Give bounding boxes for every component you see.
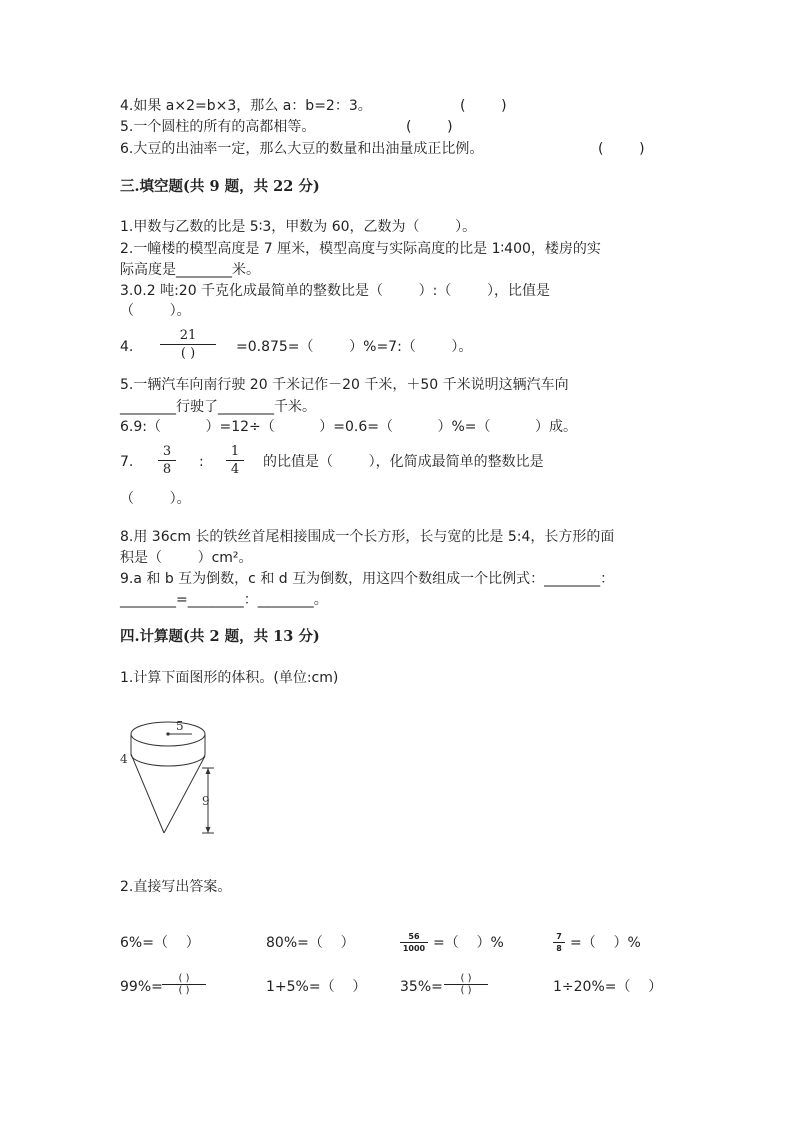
fraction-bar — [400, 942, 428, 943]
fill-q7-f2-denominator: 4 — [230, 462, 240, 477]
fraction-bar — [158, 460, 176, 461]
calc-r2-item3-numerator[interactable]: ( ) — [460, 973, 472, 984]
calc-r1-item3[interactable]: =（ ）% — [433, 935, 504, 951]
calc-r1-item3-denominator: 1000 — [402, 944, 426, 953]
fill-q8-line2: 积是（ ）cm²。 — [120, 550, 253, 566]
calc-r1-item4[interactable]: =（ ）% — [570, 935, 641, 951]
fill-q9-line1: 9.a 和 b 互为倒数，c 和 d 互为倒数，用这四个数组成一个比例式：________： — [120, 571, 615, 587]
calc-r1-item2[interactable]: 80%=（ ） — [266, 935, 355, 951]
calc-r2-item3-fraction[interactable] — [444, 973, 488, 996]
fill-q7-colon: : — [199, 454, 204, 470]
fill-q7-line2: （ ）。 — [120, 491, 191, 507]
cylinder-cone-figure — [110, 712, 240, 842]
calc-r2-item1-fraction[interactable] — [162, 973, 206, 996]
calc-r1-item4-numerator: 7 — [556, 932, 562, 941]
fill-q7-rest: 的比值是（ ），化简成最简单的整数比是 — [263, 454, 544, 470]
dim-arrow-down — [206, 827, 211, 833]
fill-q7-f2-numerator: 1 — [230, 444, 240, 459]
judge-q6: 6.大豆的出油率一定，那么大豆的数量和出油量成正比例。 — [120, 141, 484, 157]
calc-r2-item3-prefix: 35%= — [400, 979, 443, 995]
calc-r1-item3-numerator: 56 — [408, 932, 420, 941]
cylinder-height-label: 4 — [120, 752, 128, 766]
fill-q8-line1: 8.用 36cm 长的铁丝首尾相接围成一个长方形，长与宽的比是 5:4，长方形的面 — [120, 529, 615, 545]
calc-r2-item1-prefix: 99%= — [120, 979, 163, 995]
fill-q4-number: 4. — [120, 339, 134, 355]
judge-q5: 5.一个圆柱的所有的高都相等。 — [120, 119, 316, 135]
dim-arrow-up — [206, 768, 211, 774]
calc-r2-item4[interactable]: 1÷20%=（ ） — [553, 979, 663, 995]
calc-r1-item4-fraction — [553, 932, 565, 953]
fill-q2-line1: 2.一幢楼的模型高度是 7 厘米，模型高度与实际高度的比是 1∶400，楼房的实 — [120, 241, 601, 257]
calc-r2-item3-denominator[interactable]: ( ) — [460, 985, 472, 996]
fill-q5-line1: 5.一辆汽车向南行驶 20 千米记作－20 千米，＋50 千米说明这辆汽车向 — [120, 377, 569, 393]
fill-q9-line2: ________=________：________。 — [120, 592, 328, 608]
calc-q2: 2.直接写出答案。 — [120, 879, 232, 895]
section4-title: 四.计算题(共 2 题，共 13 分) — [120, 628, 320, 645]
calc-r2-item1-denominator[interactable]: ( ) — [178, 985, 190, 996]
fraction-bar — [226, 460, 244, 461]
cone-height-label: 9 — [202, 794, 210, 808]
fill-q7-f1-denominator: 8 — [162, 462, 172, 477]
fill-q3-line2: （ ）。 — [120, 303, 191, 319]
fill-q6: 6.9:（ ）=12÷（ ）=0.6=（ ）%=（ ）成。 — [120, 419, 578, 435]
judge-q4-answer[interactable]: ( ) — [460, 98, 507, 114]
fill-q5-line2: ________行驶了________千米。 — [120, 399, 316, 415]
fraction-bar — [553, 942, 565, 943]
fill-q1: 1.甲数与乙数的比是 5∶3，甲数为 60，乙数为（ ）。 — [120, 219, 477, 235]
calc-q1: 1.计算下面图形的体积。(单位:cm) — [120, 670, 339, 686]
radius-label: 5 — [176, 719, 184, 733]
fraction-bar — [160, 344, 216, 345]
judge-q5-answer[interactable]: ( ) — [406, 119, 453, 135]
fill-q2-line2: 际高度是________米。 — [120, 262, 260, 278]
calc-r1-item4-denominator: 8 — [556, 944, 562, 953]
fill-q3-line1: 3.0.2 吨:20 千克化成最简单的整数比是（ ）:（ ），比值是 — [120, 283, 550, 299]
fill-q7-f1-numerator: 3 — [162, 444, 172, 459]
fill-q7-fraction-1 — [158, 444, 176, 477]
calc-r1-item1[interactable]: 6%=（ ） — [120, 935, 200, 951]
calc-r1-item3-fraction — [400, 932, 428, 953]
calc-r2-item2[interactable]: 1+5%=（ ） — [266, 979, 367, 995]
judge-q4: 4.如果 a×2=b×3，那么 a：b=2：3。 — [120, 98, 372, 114]
calc-r2-item1-numerator[interactable]: ( ) — [178, 973, 190, 984]
fill-q4-numerator: 21 — [179, 328, 197, 343]
fill-q4-fraction — [160, 328, 216, 361]
section3-title: 三.填空题(共 9 题，共 22 分) — [120, 178, 320, 195]
fill-q4-denominator[interactable]: ( ) — [180, 346, 196, 361]
fill-q7-number: 7. — [120, 454, 134, 470]
fill-q7-fraction-2 — [226, 444, 244, 477]
cone-right-edge — [164, 756, 205, 833]
fill-q4-rest: =0.875=（ ）%=7:（ ）。 — [236, 339, 473, 355]
judge-q6-answer[interactable]: ( ) — [598, 141, 645, 157]
cylinder-bottom — [131, 754, 205, 766]
